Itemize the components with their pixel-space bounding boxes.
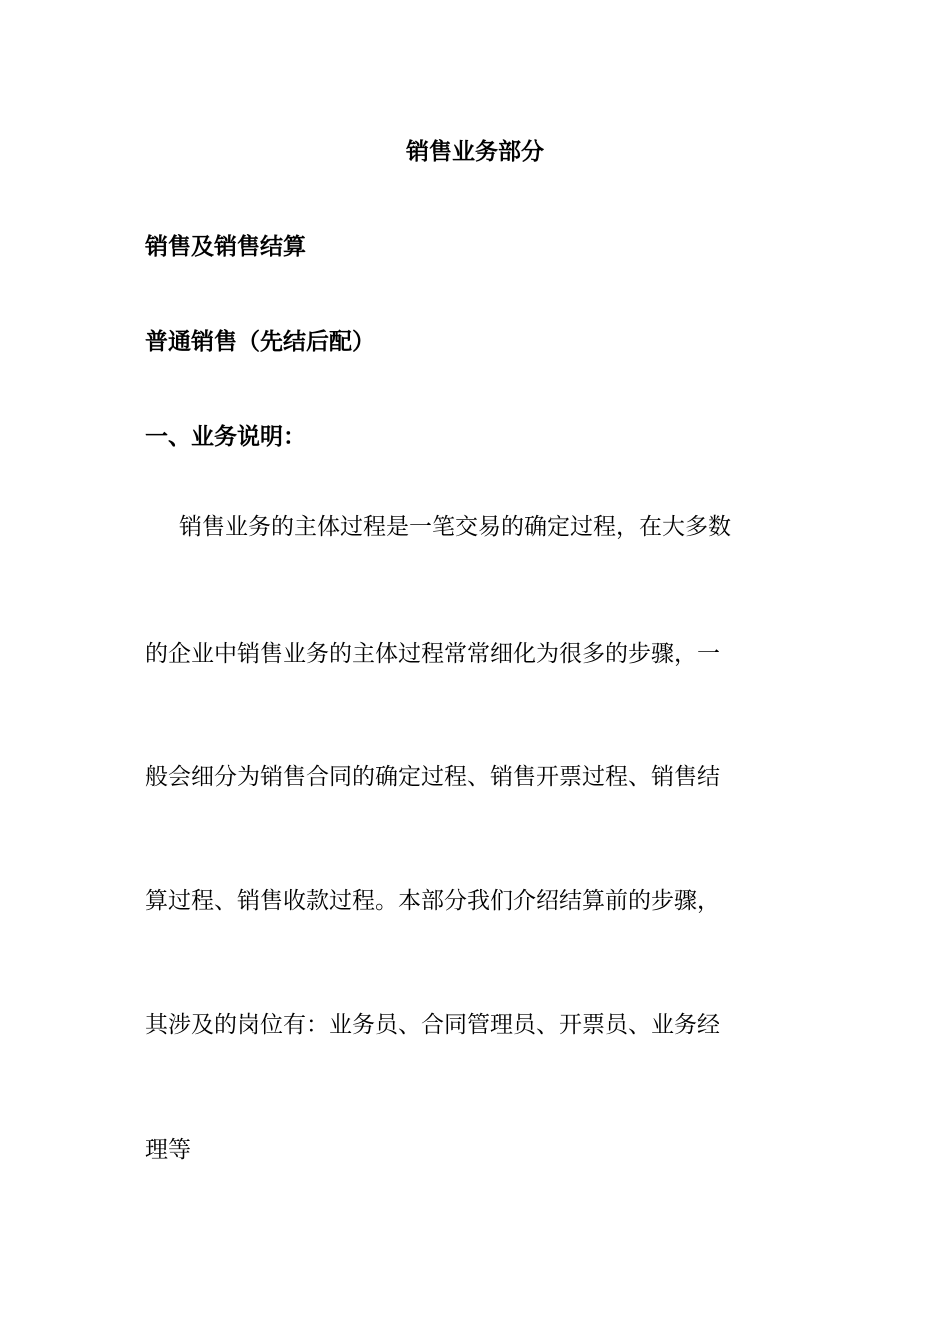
- document-title: 销售业务部分: [406, 138, 544, 165]
- body-line-3: 般会细分为销售合同的确定过程、销售开票过程、销售结: [145, 764, 720, 790]
- section-heading-business-description: 一、业务说明：: [145, 423, 306, 450]
- body-line-2: 的企业中销售业务的主体过程常常细化为很多的步骤，一: [145, 641, 720, 667]
- body-line-5: 其涉及的岗位有：业务员、合同管理员、开票员、业务经: [145, 1012, 720, 1038]
- section-heading-normal-sales: 普通销售（先结后配）: [145, 328, 375, 355]
- section-heading-sales-settlement: 销售及销售结算: [145, 233, 306, 260]
- body-line-4: 算过程、销售收款过程。本部分我们介绍结算前的步骤，: [145, 888, 720, 914]
- body-line-1: 销售业务的主体过程是一笔交易的确定过程，在大多数: [179, 514, 731, 540]
- body-line-6: 理等: [145, 1137, 191, 1163]
